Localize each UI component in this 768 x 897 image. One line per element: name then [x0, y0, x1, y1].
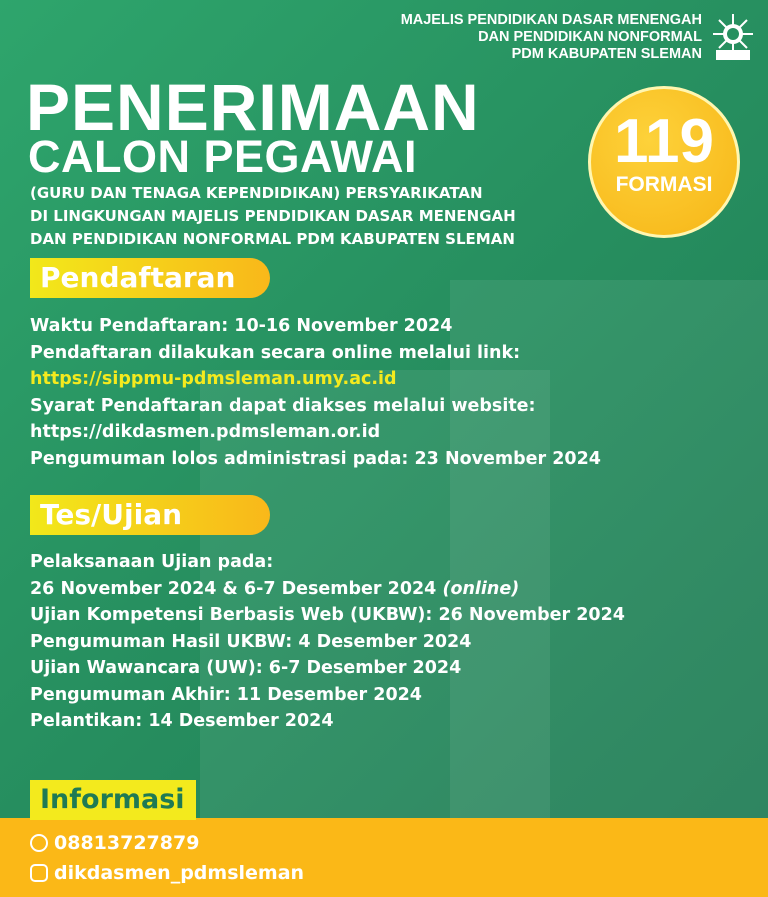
formasi-count: 119 [613, 107, 715, 176]
instagram-icon [30, 864, 48, 882]
whatsapp-icon [30, 834, 48, 852]
detail-line: Pelaksanaan Ujian pada: [30, 552, 274, 572]
registration-link[interactable]: https://sippmu-pdmsleman.umy.ac.id [30, 369, 397, 389]
instagram-handle: dikdasmen_pdmsleman [54, 862, 305, 884]
tes-details [30, 549, 625, 735]
detail-line: Ujian Wawancara (UW): 6-7 Desember 2024 [30, 658, 462, 678]
phone-number: 08813727879 [54, 832, 200, 854]
org-line: MAJELIS PENDIDIKAN DASAR MENENGAH [400, 12, 702, 28]
detail-line: Pelantikan: 14 Desember 2024 [30, 711, 334, 731]
detail-line: Ujian Kompetensi Berbasis Web (UKBW): 26 November 2024 [30, 605, 625, 625]
informasi-heading: Informasi [30, 780, 196, 820]
formasi-badge [588, 86, 740, 238]
pendaftaran-details [30, 313, 601, 472]
tes-heading: Tes/Ujian [30, 495, 270, 535]
phone-contact[interactable] [30, 832, 199, 854]
online-note: (online) [442, 578, 520, 599]
website-link[interactable]: https://dikdasmen.pdmsleman.or.id [30, 422, 381, 442]
detail-line: Waktu Pendaftaran: 10-16 November 2024 [30, 316, 453, 336]
subtitle [30, 182, 516, 251]
title-line-1: PENERIMAAN [26, 70, 480, 144]
detail-line: Pendaftaran dilakukan secara online melalui link: [30, 342, 521, 363]
subtitle-line: DAN PENDIDIKAN NONFORMAL PDM KABUPATEN SLEMAN [30, 230, 515, 248]
detail-line [30, 576, 625, 603]
title-line-2: CALON PEGAWAI [28, 131, 418, 182]
footer-band [0, 818, 768, 897]
subtitle-line: (GURU DAN TENAGA KEPENDIDIKAN) PERSYARIKATAN [30, 184, 483, 202]
organization-name [401, 12, 702, 63]
org-line: PDM KABUPATEN SLEMAN [511, 46, 702, 62]
instagram-contact[interactable] [30, 862, 304, 884]
pendaftaran-heading: Pendaftaran [30, 258, 270, 298]
org-line: DAN PENDIDIKAN NONFORMAL [478, 29, 702, 45]
detail-line: Syarat Pendaftaran dapat diakses melalui website: [30, 395, 536, 416]
formasi-label: FORMASI [615, 173, 713, 196]
exam-dates: 26 November 2024 & 6-7 Desember 2024 [30, 578, 437, 599]
detail-line: Pengumuman Akhir: 11 Desember 2024 [30, 684, 422, 705]
detail-line: Pengumuman lolos administrasi pada: 23 November 2024 [30, 448, 601, 469]
detail-line: Pengumuman Hasil UKBW: 4 Desember 2024 [30, 631, 472, 652]
muhammadiyah-logo-icon [710, 12, 756, 62]
subtitle-line: DI LINGKUNGAN MAJELIS PENDIDIKAN DASAR MENENGAH [30, 207, 516, 225]
